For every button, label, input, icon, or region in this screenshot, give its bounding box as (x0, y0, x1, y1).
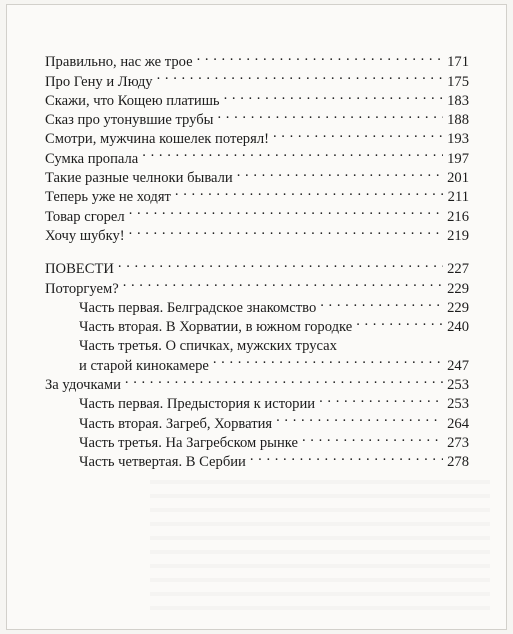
toc-entry-title: За удочками (45, 377, 121, 394)
toc-entry-page: 193 (447, 131, 469, 148)
toc-subentry (45, 331, 469, 355)
toc-entry-title: Часть третья. На Загребском рынке (79, 434, 298, 451)
toc-entry-page: 197 (447, 150, 469, 167)
toc-subentry (45, 312, 469, 336)
toc-entry-page: 273 (447, 434, 469, 451)
toc-entry-title: Часть первая. Предыстория к истории (79, 396, 316, 413)
toc-section-heading (45, 254, 469, 278)
toc-entry-page: 216 (447, 208, 469, 225)
toc-entry-title: Часть третья. О спичках, мужских трусах (79, 338, 337, 355)
table-of-contents (45, 47, 469, 471)
toc-entry-page: 188 (447, 112, 469, 129)
toc-entry-page: 240 (447, 319, 469, 336)
dot-leader (237, 163, 443, 182)
bleed-through-text (150, 470, 490, 620)
toc-entry-title: Про Гену и Люду (45, 73, 153, 90)
toc-entry-page: 229 (447, 299, 469, 316)
toc-entry (45, 143, 469, 167)
toc-entry (45, 201, 469, 225)
toc-entry (45, 273, 469, 297)
dot-leader (142, 143, 443, 162)
dot-leader (302, 428, 443, 447)
dot-leader (218, 105, 444, 124)
toc-entry-title: Теперь уже не ходят (45, 189, 171, 206)
toc-subentry (45, 389, 469, 413)
dot-leader (273, 124, 443, 143)
toc-entry-page: 247 (447, 357, 469, 374)
toc-entry-page: 219 (447, 227, 469, 244)
toc-entry-page: 278 (447, 454, 469, 471)
dot-leader (157, 66, 443, 85)
toc-entry (45, 86, 469, 109)
toc-entry-title: Смотри, мужчина кошелек потерял! (45, 131, 269, 148)
toc-entry-title: Часть вторая. В Хорватии, в южном городке (79, 319, 353, 336)
dot-leader (224, 86, 443, 105)
toc-entry-title: Правильно, нас же трое (45, 54, 193, 71)
toc-entry-page: 253 (447, 377, 469, 394)
dot-leader (319, 389, 443, 408)
toc-entry-page: 211 (447, 189, 469, 206)
toc-entry-title: Хочу шубку! (45, 227, 125, 244)
toc-entry (45, 182, 469, 206)
toc-entry-title: ПОВЕСТИ (45, 261, 114, 278)
dot-leader (276, 408, 443, 427)
dot-leader (356, 312, 443, 331)
dot-leader (197, 47, 443, 66)
toc-entry-page: 227 (447, 261, 469, 278)
toc-entry (45, 163, 469, 187)
toc-entry-page: 264 (447, 415, 469, 432)
toc-subentry (45, 428, 469, 451)
toc-entry-title: Сумка пропала (45, 150, 139, 167)
toc-entry-title: Часть первая. Белградское знакомство (79, 299, 317, 316)
toc-entry (45, 124, 469, 148)
toc-entry-page: 175 (447, 73, 469, 90)
toc-entry-title: и старой кинокамере (79, 357, 209, 374)
toc-subentry (45, 293, 469, 316)
toc-entry-page: 229 (447, 280, 469, 297)
toc-entry-title: Такие разные челноки бывали (45, 170, 233, 187)
toc-entry (45, 105, 469, 129)
toc-entry-page: 171 (447, 54, 469, 71)
dot-leader (123, 273, 443, 292)
toc-entry (45, 221, 469, 244)
toc-entry-title: Товар сгорел (45, 208, 125, 225)
toc-entry (45, 66, 469, 90)
dot-leader (129, 201, 443, 220)
toc-entry-title: Часть четвертая. В Сербии (79, 454, 246, 471)
dot-leader (175, 182, 443, 201)
toc-entry (45, 370, 469, 394)
toc-entry-page: 253 (447, 396, 469, 413)
toc-entry-page: 201 (447, 170, 469, 187)
toc-entry-title: Скажи, что Кощею платишь (45, 92, 220, 109)
dot-leader (213, 350, 443, 369)
dot-leader (118, 254, 443, 273)
toc-entry-page: 183 (447, 92, 469, 109)
dot-leader (125, 370, 443, 389)
dot-leader (129, 221, 443, 240)
toc-subentry (45, 408, 469, 432)
toc-subentry (45, 447, 469, 471)
toc-entry-title: Сказ про утонувшие трубы (45, 112, 214, 129)
dot-leader (341, 331, 443, 350)
toc-entry (45, 47, 469, 71)
toc-subentry-continuation (45, 350, 469, 374)
dot-leader (250, 447, 443, 466)
toc-entry-title: Поторгуем? (45, 280, 119, 297)
toc-entry-title: Часть вторая. Загреб, Хорватия (79, 415, 273, 432)
dot-leader (320, 293, 443, 312)
